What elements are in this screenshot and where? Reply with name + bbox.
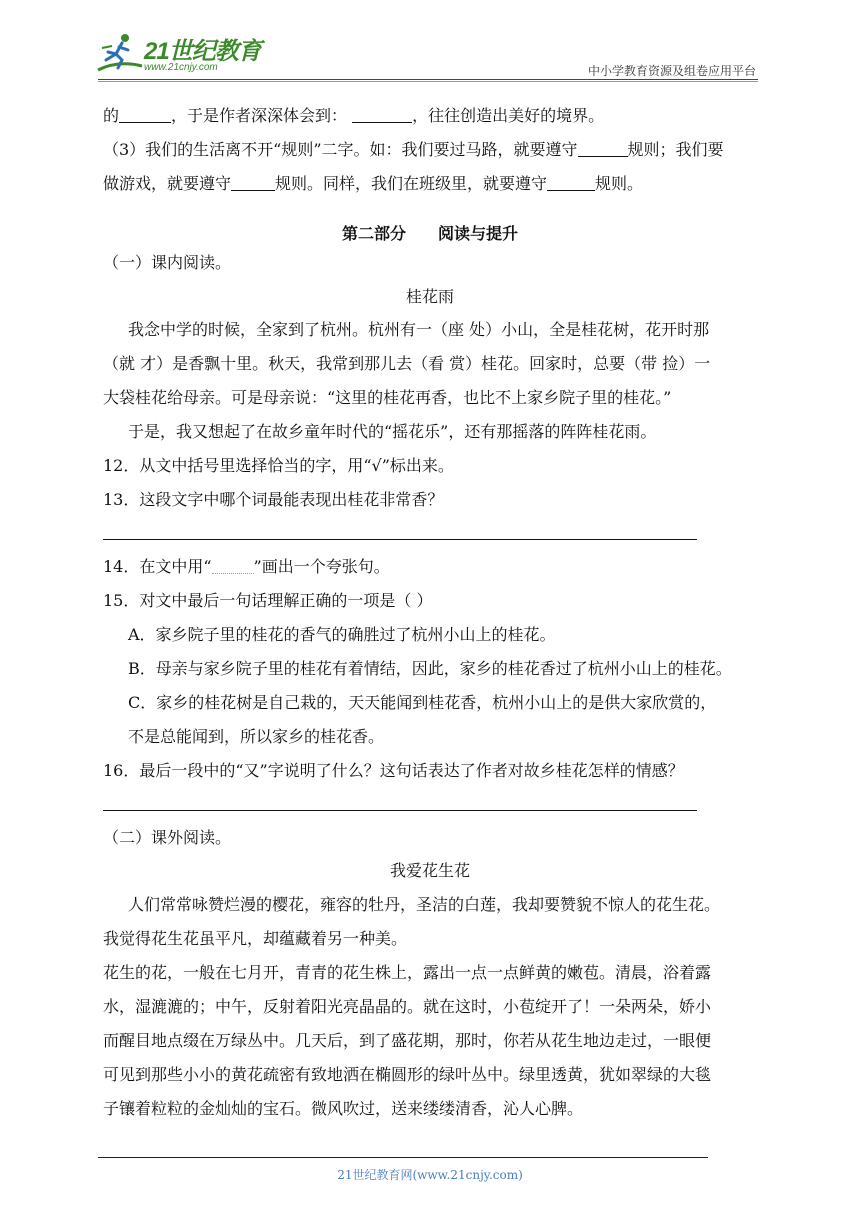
answer-blank: [231, 174, 275, 191]
passage-title: 桂花雨: [405, 287, 454, 306]
text-segment: 做游戏，就要遵守: [103, 174, 232, 193]
passage-line: 子镶着粒粒的金灿灿的宝石。微风吹过，送来缕缕清香，沁人心脾。: [103, 1099, 584, 1118]
text-segment: ，于是作者深深体会到：: [171, 106, 348, 125]
question-16: 16．最后一段中的“又”字说明了什么？这句话表达了作者对故乡桂花怎样的情感？: [103, 761, 684, 780]
question-line: [103, 140, 724, 160]
question-13: 13．这段文字中哪个词最能表现出桂花非常香？: [103, 490, 444, 509]
question-line: [103, 106, 604, 126]
answer-blank: [352, 106, 412, 123]
passage-line: 大袋桂花给母亲。可是母亲说：“这里的桂花再香，也比不上家乡院子里的桂花。”: [103, 388, 672, 407]
answer-blank: [578, 140, 628, 157]
text-segment: 规则。同样，我们在班级里，就要遵守: [275, 174, 548, 193]
option-c: C．家乡的桂花树是自己栽的，天天能闻到桂花香，杭州小山上的是供大家欣赏的，: [128, 693, 717, 712]
question-line: [103, 174, 643, 194]
part-heading: （一）课内阅读。: [103, 253, 232, 272]
runner-logo-icon: [92, 30, 144, 76]
passage-line: 人们常常咏赞烂漫的樱花，雍容的牡丹，圣洁的白莲，我却要赞貌不惊人的花生花。: [128, 895, 721, 914]
text-segment: 规则；我们要: [627, 140, 724, 159]
question-15: 15．对文中最后一句话理解正确的一项是（ ）: [103, 591, 433, 610]
passage-line: 于是，我又想起了在故乡童年时代的“摇花乐”，还有那摇落的阵阵桂花雨。: [128, 422, 657, 441]
passage-title: 我爱花生花: [389, 861, 470, 880]
footer-divider: [98, 1157, 708, 1158]
passage-line: 我觉得花生花虽平凡，却蕴藏着另一种美。: [103, 929, 408, 948]
header-divider: [98, 79, 758, 80]
question-14: [103, 557, 390, 577]
passage-line: 我念中学的时候，全家到了杭州。杭州有一（座 处）小山，全是桂花树，花开时那: [128, 320, 710, 339]
answer-line: [103, 810, 697, 811]
logo-url: www.21cnjy.com: [144, 62, 218, 73]
passage-line: 水，湿漉漉的；中午，反射着阳光亮晶晶的。就在这时，小苞绽开了！一朵两朵，娇小: [103, 997, 712, 1016]
answer-blank: [119, 106, 171, 123]
footer-link[interactable]: 21世纪教育网(www.21cnjy.com): [337, 1168, 523, 1182]
option-b: B．母亲与家乡院子里的桂花有着情结，因此，家乡的桂花香过了杭州小山上的桂花。: [128, 659, 732, 678]
text-segment: 的: [103, 106, 120, 125]
passage-line: 而醒目地点缀在万绿丛中。几天后，到了盛花期，那时，你若从花生地边走过，一眼便: [103, 1031, 712, 1050]
platform-name: 中小学教育资源及组卷应用平台: [587, 64, 756, 78]
option-c-continued: 不是总能闻到，所以家乡的桂花香。: [128, 727, 385, 746]
text-segment: 规则。: [595, 174, 644, 193]
wavy-underline-mark: [212, 559, 254, 574]
text-segment: 14．在文中用“: [103, 557, 212, 576]
question-12: 12．从文中括号里选择恰当的字，用“√”标出来。: [103, 456, 454, 475]
part-heading: （二）课外阅读。: [103, 828, 232, 847]
text-segment: ”画出一个夸张句。: [253, 557, 390, 576]
answer-blank: [547, 174, 595, 191]
passage-line: 花生的花，一般在七月开，青青的花生株上，露出一点一点鲜黄的嫩苞。清晨，浴着露: [103, 963, 712, 982]
passage-line: 可见到那些小小的黄花疏密有致地洒在椭圆形的绿叶丛中。绿里透黄，犹如翠绿的大毯: [103, 1065, 712, 1084]
answer-line: [103, 539, 697, 540]
header-divider-thin: [98, 81, 758, 82]
text-segment: ，往往创造出美好的境界。: [412, 106, 605, 125]
text-segment: （3）我们的生活离不开“规则”二字。如：我们要过马路，就要遵守: [103, 140, 578, 159]
passage-line: （就 才）是香飘十里。秋天，我常到那儿去（看 赏）桂花。回家时，总要（带 捡）一: [103, 354, 711, 373]
section-title: 第二部分 阅读与提升: [341, 224, 518, 243]
logo-title: 21世纪教育: [144, 38, 261, 65]
site-logo: [92, 30, 267, 80]
option-a: A．家乡院子里的桂花的香气的确胜过了杭州小山上的桂花。: [128, 625, 556, 644]
